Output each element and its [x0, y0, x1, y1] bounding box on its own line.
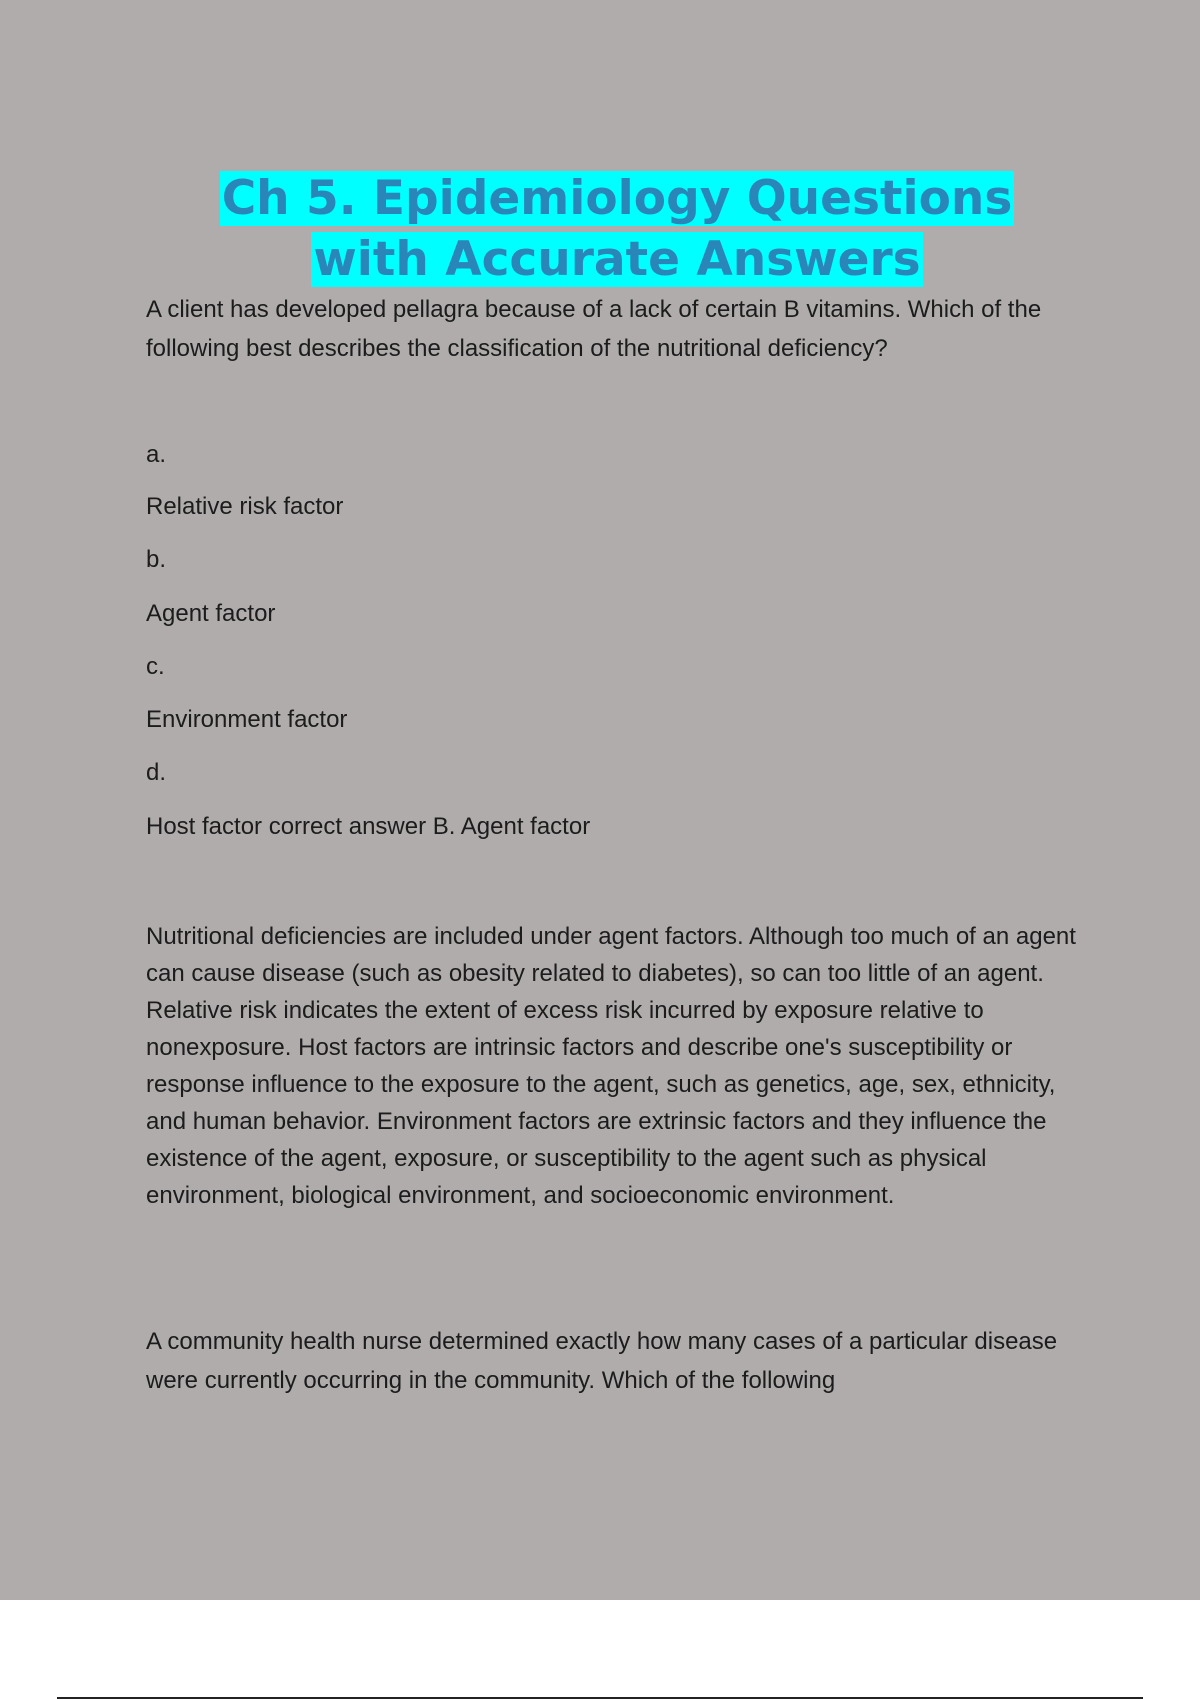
option-c-letter: c.	[146, 653, 165, 680]
option-a-text: Relative risk factor	[146, 493, 344, 520]
option-d-letter: d.	[146, 759, 167, 786]
question-2-text: A community health nurse determined exactly how many cases of a particular disease were currently occurring in the community. Which of the following	[146, 1328, 1058, 1394]
option-a-letter: a.	[146, 441, 167, 468]
question-1-text: A client has developed pellagra because of a lack of certain B vitamins. Which of the following best describes the classification of the nutritional deficiency?	[146, 296, 1042, 362]
title-line-2: with Accurate Answers	[313, 232, 921, 287]
option-b-text: Agent factor	[146, 600, 276, 627]
title-line-1: Ch 5. Epidemiology Questions	[221, 171, 1013, 226]
option-d-text-with-answer: Host factor correct answer B. Agent factor	[146, 813, 591, 840]
footer-divider	[57, 1697, 1143, 1699]
option-c-text: Environment factor	[146, 706, 348, 733]
document-title	[0, 168, 1200, 290]
answer-explanation: Nutritional deficiencies are included under agent factors. Although too much of an agent can cause disease (such as obesity related to diabetes), so can too little of an agent. Relative risk indicates the extent of excess risk incurred by exposure relative to nonexposure. Host factors are intrinsic factors and describe one's susceptibility or response influence to the exposure to the agent, such as genetics, age, sex, ethnicity, and human behavior. Environment factors are extrinsic factors and they influence the existence of the agent, exposure, or susceptibility to the agent such as physical environment, biological environment, and socioeconomic environment.	[146, 923, 1076, 1209]
option-b-letter: b.	[146, 546, 167, 573]
